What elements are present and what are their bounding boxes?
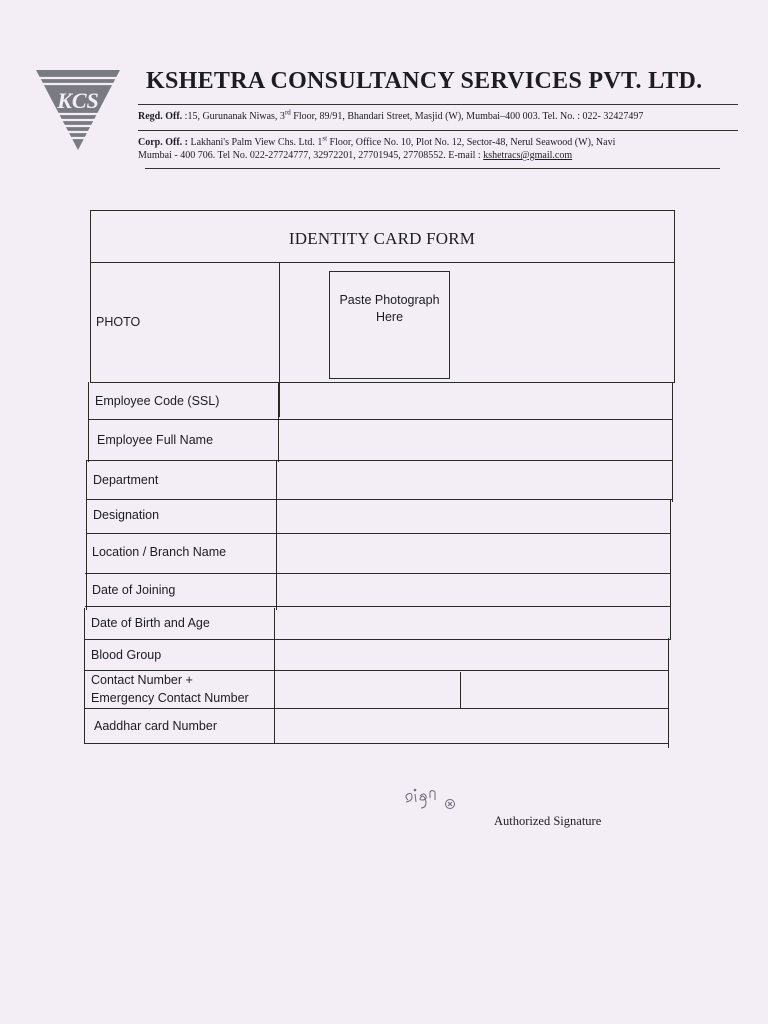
department-field[interactable] [278,462,670,498]
emergency-contact-field[interactable] [462,672,668,707]
department-label: Department [93,473,159,487]
corporate-office-address-line2: Mumbai - 400 706. Tel No. 022-27724777, 32972201, 27701945, 27708552. E-mail : kshetracs@gmail.com [138,150,573,161]
photo-placeholder-line2: Here [375,310,404,324]
authorized-signature-label: Authorized Signature [494,814,602,828]
employee-code-field[interactable] [280,384,670,418]
location-branch-label: Location / Branch Name [92,545,227,559]
header-rule [138,104,738,105]
logo-text: KCS [57,88,99,113]
date-of-joining-label: Date of Joining [92,583,176,597]
form-title: IDENTITY CARD FORM [288,229,476,248]
company-logo [34,68,122,152]
aadhaar-label: Aaddhar card Number [94,719,217,733]
employee-code-label: Employee Code (SSL) [95,394,220,408]
contact-number-field[interactable] [276,672,459,707]
dob-age-field[interactable] [276,608,668,638]
employee-full-name-field[interactable] [280,421,670,459]
date-of-joining-field[interactable] [277,575,669,605]
aadhaar-field[interactable] [275,710,668,742]
photo-placeholder-line1: Paste Photograph [339,293,440,307]
blood-group-field[interactable] [276,641,668,669]
photo-paste-area[interactable] [329,271,450,379]
address-rule [138,130,738,131]
blood-group-label: Blood Group [91,648,162,662]
location-branch-field[interactable] [278,535,670,572]
handwritten-sign-scribble [398,778,464,814]
corporate-office-address-line1: Corp. Off. : Lakhani's Palm View Chs. Ltd. 1st Floor, Office No. 10, Plot No. 12, Sector-48, Nerul Seawood (W), Navi [138,134,616,148]
designation-field[interactable] [278,501,670,532]
designation-label: Designation [93,508,160,522]
dob-age-label: Date of Birth and Age [91,616,210,630]
email-link[interactable]: kshetracs@gmail.com [483,150,573,161]
photo-label: PHOTO [96,315,141,329]
registered-office-address: Regd. Off. :15, Gurunanak Niwas, 3rd Floor, 89/91, Bhandari Street, Masjid (W), Mumbai–400 003. Tel. No. : 022- 32427497 [138,108,644,122]
contact-label-line1: Contact Number + [91,673,193,687]
footer-rule [145,168,720,169]
employee-full-name-label: Employee Full Name [97,433,214,447]
company-name: KSHETRA CONSULTANCY SERVICES PVT. LTD. [146,68,703,94]
contact-label-line2: Emergency Contact Number [91,691,249,705]
